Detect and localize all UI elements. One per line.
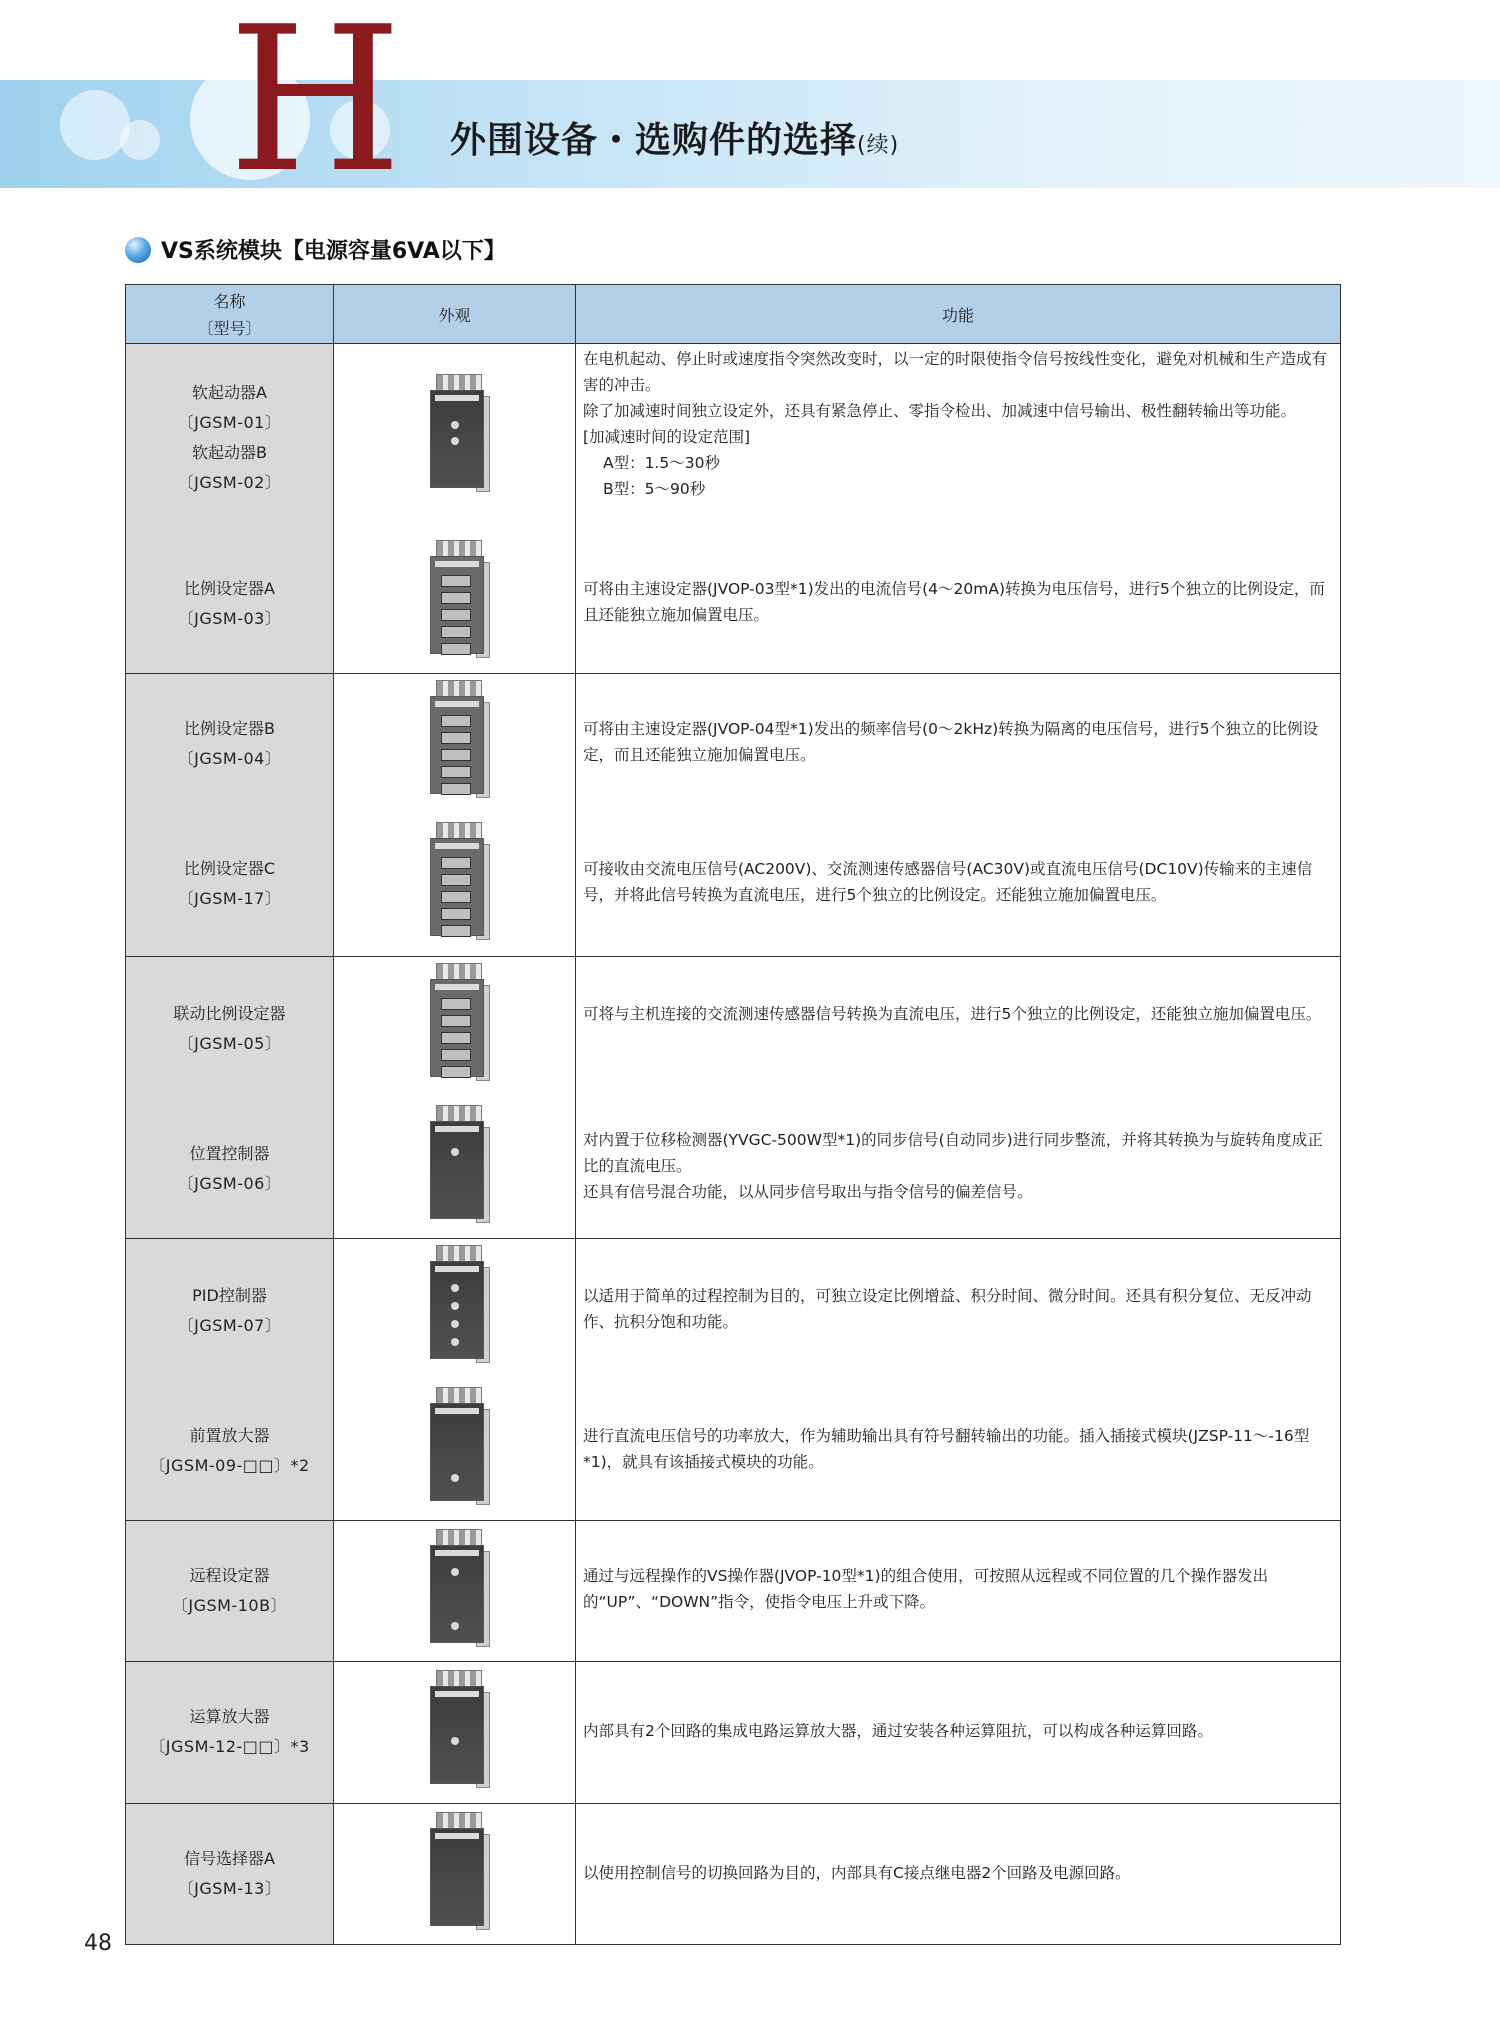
header-name: 名称 〔型号〕: [126, 285, 334, 344]
module-name: 比例设定器A 〔JGSM-03〕: [177, 579, 282, 628]
page-number: 48: [84, 1931, 112, 1956]
name-cell: [126, 1521, 334, 1662]
module-name: 信号选择器A 〔JGSM-13〕: [177, 1849, 282, 1898]
table-row: [126, 957, 1341, 1239]
table-row: [126, 1662, 1341, 1804]
name-cell: [126, 1239, 334, 1521]
function-cell: [576, 1239, 1341, 1521]
module-photo-signal-selector: [428, 1812, 488, 1936]
table-row: [126, 1239, 1341, 1521]
module-photo-ratio-setter-a: [428, 540, 488, 664]
module-name: 远程设定器 〔JGSM-10B〕: [171, 1566, 288, 1615]
function-text: 内部具有2个回路的集成电路运算放大器，通过安装各种运算阻抗，可以构成各种运算回路。: [583, 1722, 1213, 1740]
appearance-cell: [334, 1239, 576, 1521]
table-row: [126, 1521, 1341, 1662]
function-cell: [576, 1662, 1341, 1804]
bullet-sphere-icon: [125, 237, 151, 263]
function-text: 对内置于位移检测器(YVGC-500W型*1)的同步信号(自动同步)进行同步整流，并将其转换为与旋转角度成正比的直流电压。 还具有信号混合功能，以从同步信号取出与指令信号的偏差信号。: [583, 1131, 1323, 1201]
function-cell: [576, 674, 1341, 957]
table-row: [126, 1804, 1341, 1945]
appearance-cell: [334, 674, 576, 957]
table-row: [126, 344, 1341, 674]
function-cell: [576, 344, 1341, 674]
header-function: 功能: [576, 285, 1341, 344]
name-cell: [126, 1662, 334, 1804]
module-photo-remote-setter: [428, 1529, 488, 1653]
function-text: 可将由主速设定器(JVOP-04型*1)发出的频率信号(0～2kHz)转换为隔离的电压信号，进行5个独立的比例设定，而且还能独立施加偏置电压。: [583, 720, 1319, 764]
module-name: 联动比例设定器 〔JGSM-05〕: [173, 1004, 286, 1053]
module-name: 前置放大器 〔JGSM-09-□□〕*2: [149, 1426, 310, 1475]
appearance-cell: [334, 1662, 576, 1804]
section-title: VS系统模块【电源容量6VA以下】: [161, 239, 506, 264]
page-title: [450, 112, 899, 163]
module-name: 软起动器A 〔JGSM-01〕 软起动器B 〔JGSM-02〕: [177, 383, 282, 492]
page-title-text: 外围设备・选购件的选择: [450, 120, 858, 161]
module-photo-position-controller: [428, 1105, 488, 1229]
function-cell: [576, 957, 1341, 1239]
function-text: 在电机起动、停止时或速度指令突然改变时，以一定的时限使指令信号按线性变化，避免对机械和生产造成有害的冲击。 除了加减速时间独立设定外，还具有紧急停止、零指令检出、加减速中信号输出、极性翻转输出等功能。 [加减速时间的设定范围] A型：1.5～30秒 B型：5～90秒: [583, 350, 1328, 498]
module-photo-operational-amplifier: [428, 1670, 488, 1794]
function-text: 可将由主速设定器(JVOP-03型*1)发出的电流信号(4～20mA)转换为电压信号，进行5个独立的比例设定，而且还能独立施加偏置电压。: [583, 580, 1325, 624]
function-text: 通过与远程操作的VS操作器(JVOP-10型*1)的组合使用，可按照从远程或不同位置的几个操作器发出的“UP”、“DOWN”指令，使指令电压上升或下降。: [583, 1567, 1269, 1611]
function-text: 可将与主机连接的交流测速传感器信号转换为直流电压，进行5个独立的比例设定，还能独立施加偏置电压。: [583, 1005, 1322, 1023]
header-appearance: 外观: [334, 285, 576, 344]
table-header-row: [126, 285, 1341, 344]
function-text: 以适用于简单的过程控制为目的，可独立设定比例增益、积分时间、微分时间。还具有积分复位、无反冲动作、抗积分饱和功能。: [583, 1287, 1312, 1331]
function-text: 可接收由交流电压信号(AC200V)、交流测速传感器信号(AC30V)或直流电压信号(DC10V)传输来的主速信号，并将此信号转换为直流电压，进行5个独立的比例设定。还能独立施加偏置电压。: [583, 860, 1313, 904]
page-title-suffix: (续): [857, 133, 900, 158]
function-cell: [576, 1521, 1341, 1662]
name-cell: [126, 1804, 334, 1945]
name-cell: [126, 344, 334, 674]
module-name: 运算放大器 〔JGSM-12-□□〕*3: [149, 1707, 310, 1756]
module-photo-ratio-setter-c: [428, 822, 488, 946]
module-photo-pid-controller: [428, 1245, 488, 1369]
module-photo-ratio-setter-b: [428, 680, 488, 804]
vs-module-table: [125, 284, 1341, 1945]
section-heading: [125, 234, 506, 265]
appearance-cell: [334, 344, 576, 674]
function-text: 进行直流电压信号的功率放大，作为辅助输出具有符号翻转输出的功能。插入插接式模块(JZSP-11～-16型*1)，就具有该插接式模块的功能。: [583, 1427, 1310, 1471]
module-photo-linked-ratio-setter: [428, 963, 488, 1087]
chapter-letter: H: [228, 0, 403, 217]
module-name: PID控制器 〔JGSM-07〕: [177, 1286, 282, 1335]
appearance-cell: [334, 1804, 576, 1945]
module-name: 比例设定器C 〔JGSM-17〕: [177, 859, 282, 908]
name-cell: [126, 674, 334, 957]
function-cell: [576, 1804, 1341, 1945]
module-name: 比例设定器B 〔JGSM-04〕: [177, 719, 282, 768]
name-cell: [126, 957, 334, 1239]
function-text: 以使用控制信号的切换回路为目的，内部具有C接点继电器2个回路及电源回路。: [583, 1864, 1131, 1882]
module-photo-soft-starter: [428, 374, 488, 498]
appearance-cell: [334, 957, 576, 1239]
module-name: 位置控制器 〔JGSM-06〕: [177, 1144, 282, 1193]
appearance-cell: [334, 1521, 576, 1662]
module-photo-preamplifier: [428, 1387, 488, 1511]
table-row: [126, 674, 1341, 957]
